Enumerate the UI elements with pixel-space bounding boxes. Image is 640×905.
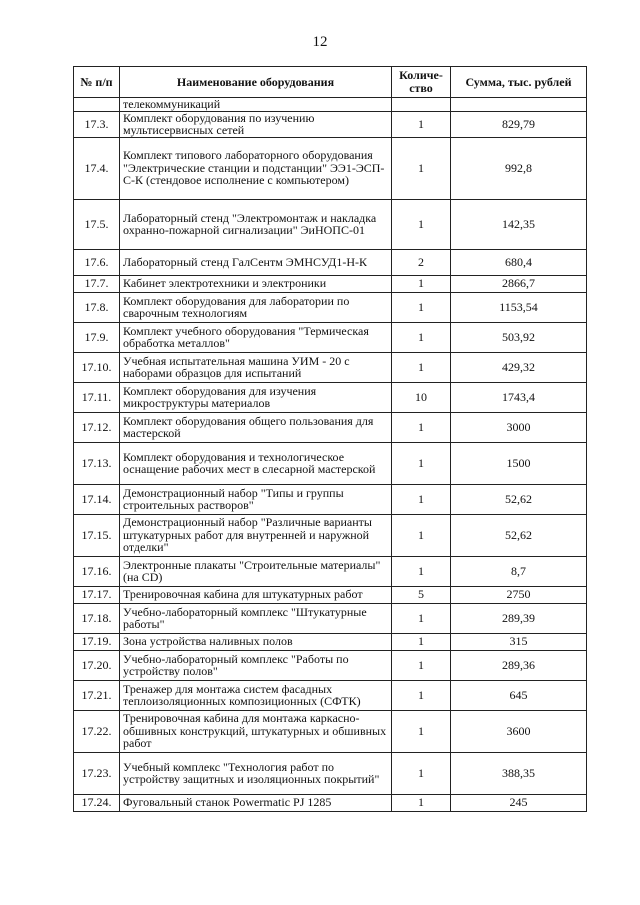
page-number: 12 — [312, 34, 328, 50]
row-quantity-cell: 1 — [392, 484, 451, 514]
table-row — [74, 710, 587, 752]
row-sum-cell: 1500 — [451, 442, 587, 484]
row-number-cell: 17.9. — [74, 322, 120, 352]
row-sum-cell: 3000 — [451, 412, 587, 442]
row-number-cell: 17.7. — [74, 275, 120, 292]
header-sum: Сумма, тыс. рублей — [451, 67, 587, 98]
row-quantity-cell: 2 — [392, 249, 451, 275]
row-name-cell: Учебная испытательная машина УИМ - 20 с наборами образцов для испытаний — [120, 352, 392, 382]
row-number-cell: 17.21. — [74, 680, 120, 710]
table-row — [74, 412, 587, 442]
row-number-cell: 17.6. — [74, 249, 120, 275]
table-row — [74, 199, 587, 249]
table-row — [74, 752, 587, 794]
header-qty: Количе-ство — [392, 67, 451, 98]
row-quantity-cell: 1 — [392, 442, 451, 484]
row-sum-cell: 645 — [451, 680, 587, 710]
row-sum-cell: 388,35 — [451, 752, 587, 794]
row-name-cell: Лабораторный стенд "Электромонтаж и накладка охранно-пожарной сигнализации" ЭиНОПС-01 — [120, 199, 392, 249]
row-quantity-cell: 1 — [392, 352, 451, 382]
row-sum-cell: 142,35 — [451, 199, 587, 249]
row-sum-cell: 8,7 — [451, 556, 587, 586]
row-number-cell: 17.11. — [74, 382, 120, 412]
row-quantity-cell: 1 — [392, 322, 451, 352]
row-sum-cell: 2750 — [451, 586, 587, 603]
row-sum-cell: 829,79 — [451, 111, 587, 137]
row-quantity-cell: 5 — [392, 586, 451, 603]
continuation-name-cell: телекоммуникаций — [120, 98, 392, 112]
row-number-cell: 17.15. — [74, 514, 120, 556]
row-sum-cell: 2866,7 — [451, 275, 587, 292]
row-name-cell: Тренировочная кабина для штукатурных работ — [120, 586, 392, 603]
row-number-cell: 17.18. — [74, 603, 120, 633]
table-row — [74, 484, 587, 514]
row-sum-cell: 503,92 — [451, 322, 587, 352]
row-sum-cell: 52,62 — [451, 514, 587, 556]
row-number-cell: 17.4. — [74, 137, 120, 199]
row-name-cell: Тренировочная кабина для монтажа каркасно-обшивных конструкций, штукатурных и обшивных работ — [120, 710, 392, 752]
row-name-cell: Фуговальный станок Powermatic PJ 1285 — [120, 794, 392, 811]
row-name-cell: Комплект типового лабораторного оборудования "Электрические станции и подстанции" ЭЭ1-ЭСП-С-К (стендовое исполнение с компьютером) — [120, 137, 392, 199]
header-num: № п/п — [74, 67, 120, 98]
row-sum-cell: 3600 — [451, 710, 587, 752]
row-sum-cell: 680,4 — [451, 249, 587, 275]
row-name-cell: Зона устройства наливных полов — [120, 633, 392, 650]
table-row — [74, 603, 587, 633]
continuation-row — [74, 98, 587, 112]
table-row — [74, 650, 587, 680]
row-sum-cell: 429,32 — [451, 352, 587, 382]
row-sum-cell: 289,39 — [451, 603, 587, 633]
row-number-cell: 17.14. — [74, 484, 120, 514]
row-quantity-cell: 1 — [392, 650, 451, 680]
row-quantity-cell: 1 — [392, 680, 451, 710]
row-number-cell: 17.23. — [74, 752, 120, 794]
row-name-cell: Комплект оборудования для изучения микроструктуры материалов — [120, 382, 392, 412]
table-body — [74, 98, 587, 812]
row-quantity-cell: 1 — [392, 111, 451, 137]
table-row — [74, 586, 587, 603]
table-row — [74, 249, 587, 275]
row-number-cell: 17.3. — [74, 111, 120, 137]
table-row — [74, 633, 587, 650]
row-number-cell: 17.13. — [74, 442, 120, 484]
table-row — [74, 137, 587, 199]
row-sum-cell: 992,8 — [451, 137, 587, 199]
row-sum-cell: 315 — [451, 633, 587, 650]
row-number-cell: 17.5. — [74, 199, 120, 249]
table-row — [74, 275, 587, 292]
row-number-cell: 17.16. — [74, 556, 120, 586]
row-name-cell: Кабинет электротехники и электроники — [120, 275, 392, 292]
row-quantity-cell: 1 — [392, 710, 451, 752]
row-quantity-cell: 1 — [392, 752, 451, 794]
row-name-cell: Комплект оборудования для лаборатории по сварочным технологиям — [120, 292, 392, 322]
table-row — [74, 322, 587, 352]
table-row — [74, 442, 587, 484]
row-quantity-cell: 1 — [392, 633, 451, 650]
row-name-cell: Учебно-лабораторный комплекс "Работы по устройству полов" — [120, 650, 392, 680]
equipment-table — [73, 66, 587, 812]
row-name-cell: Учебно-лабораторный комплекс "Штукатурные работы" — [120, 603, 392, 633]
row-name-cell: Комплект оборудования и технологическое оснащение рабочих мест в слесарной мастерской — [120, 442, 392, 484]
row-number-cell: 17.12. — [74, 412, 120, 442]
row-quantity-cell: 1 — [392, 137, 451, 199]
table-row — [74, 794, 587, 811]
row-name-cell: Лабораторный стенд ГалСентм ЭМНСУД1-Н-К — [120, 249, 392, 275]
row-name-cell: Электронные плакаты "Строительные материалы" (на CD) — [120, 556, 392, 586]
row-number-cell: 17.19. — [74, 633, 120, 650]
table-header-row — [74, 67, 587, 98]
row-sum-cell: 289,36 — [451, 650, 587, 680]
row-number-cell: 17.20. — [74, 650, 120, 680]
row-number-cell: 17.10. — [74, 352, 120, 382]
row-quantity-cell: 1 — [392, 412, 451, 442]
continuation-sum-cell — [451, 98, 587, 112]
row-number-cell: 17.8. — [74, 292, 120, 322]
row-quantity-cell: 1 — [392, 275, 451, 292]
table-row — [74, 111, 587, 137]
row-number-cell: 17.17. — [74, 586, 120, 603]
row-quantity-cell: 1 — [392, 603, 451, 633]
continuation-qty-cell — [392, 98, 451, 112]
table-row — [74, 556, 587, 586]
continuation-num-cell — [74, 98, 120, 112]
row-sum-cell: 52,62 — [451, 484, 587, 514]
row-quantity-cell: 1 — [392, 556, 451, 586]
row-quantity-cell: 1 — [392, 292, 451, 322]
table-row — [74, 680, 587, 710]
row-name-cell: Комплект оборудования общего пользования для мастерской — [120, 412, 392, 442]
table-row — [74, 514, 587, 556]
row-sum-cell: 1743,4 — [451, 382, 587, 412]
row-number-cell: 17.22. — [74, 710, 120, 752]
row-number-cell: 17.24. — [74, 794, 120, 811]
row-name-cell: Комплект учебного оборудования "Термическая обработка металлов" — [120, 322, 392, 352]
row-quantity-cell: 1 — [392, 199, 451, 249]
row-name-cell: Тренажер для монтажа систем фасадных теплоизоляционных композиционных (СФТК) — [120, 680, 392, 710]
table-row — [74, 382, 587, 412]
row-name-cell: Демонстрационный набор "Типы и группы строительных растворов" — [120, 484, 392, 514]
row-quantity-cell: 1 — [392, 514, 451, 556]
table-row — [74, 292, 587, 322]
row-name-cell: Комплект оборудования по изучению мультисервисных сетей — [120, 111, 392, 137]
table-row — [74, 352, 587, 382]
header-name: Наименование оборудования — [120, 67, 392, 98]
row-name-cell: Учебный комплекс "Технология работ по устройству защитных и изоляционных покрытий" — [120, 752, 392, 794]
row-sum-cell: 1153,54 — [451, 292, 587, 322]
row-name-cell: Демонстрационный набор "Различные варианты штукатурных работ для внутренней и наружной отделки" — [120, 514, 392, 556]
row-quantity-cell: 10 — [392, 382, 451, 412]
row-quantity-cell: 1 — [392, 794, 451, 811]
row-sum-cell: 245 — [451, 794, 587, 811]
